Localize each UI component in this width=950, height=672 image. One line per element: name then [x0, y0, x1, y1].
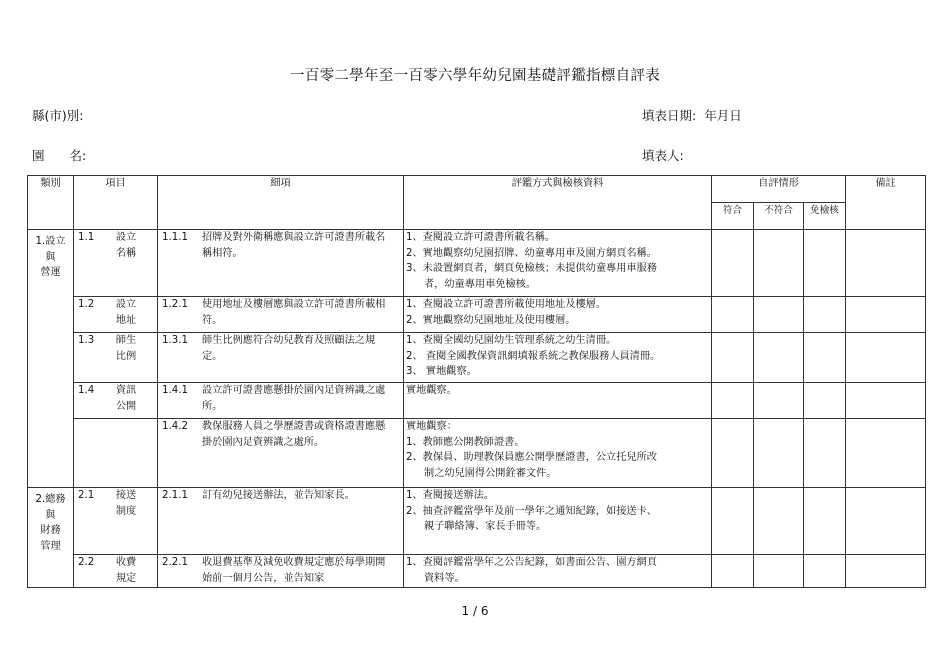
page-number: 1 / 6	[461, 604, 489, 618]
note-cell[interactable]	[846, 383, 926, 419]
detail-cell	[158, 383, 404, 419]
detail-text: 設立許可證書應懸掛於園內足資辨識之處所。	[202, 385, 386, 412]
detail-cell	[158, 297, 404, 333]
item-cell	[74, 230, 158, 297]
header-self-eval: 自評情形	[712, 176, 846, 203]
method-line-text: 1、查閱評鑑當學年之公告紀錄，如書面公告、園方網頁	[406, 557, 657, 568]
category-cell	[28, 488, 74, 588]
detail-number: 2.1.1	[162, 490, 188, 501]
exempt-cell[interactable]	[804, 555, 846, 588]
method-cell	[404, 383, 712, 419]
detail-cell	[158, 555, 404, 588]
item-label: 地址	[115, 314, 137, 326]
detail-cell	[158, 333, 404, 383]
item-cell	[74, 383, 158, 419]
table-row	[28, 230, 926, 297]
item-number: 2.1	[78, 490, 95, 501]
detail-text: 教保服務人員之學歷證書或資格證書應懸掛於園內足資辨識之處所。	[202, 421, 386, 448]
table-row	[28, 419, 926, 488]
table-row	[28, 488, 926, 555]
item-number: 2.2	[78, 557, 95, 568]
method-cell	[404, 230, 712, 297]
detail-number: 2.2.1	[162, 557, 188, 568]
detail-text: 訂有幼兒接送辦法，並告知家長。	[202, 490, 355, 501]
item-label: 比例	[115, 350, 137, 362]
category-label: 與	[45, 509, 56, 521]
item-cell	[74, 488, 158, 555]
header-method: 評鑑方式與檢核資料	[404, 176, 712, 230]
item-number: 1.2	[78, 299, 95, 310]
method-cell	[404, 333, 712, 383]
category-label: 與	[45, 251, 56, 263]
header-not-conform: 不符合	[754, 203, 804, 230]
document-title: 一百零二學年至一百零六學年幼兒園基礎評鑑指標自評表	[290, 68, 660, 84]
method-cell	[404, 555, 712, 588]
method-line	[404, 261, 711, 292]
item-label: 資訊	[115, 385, 137, 396]
item-label: 規定	[115, 572, 137, 584]
method-line: 2、實地觀察幼兒園地址及使用樓層。	[406, 314, 576, 326]
category-label: 財務	[40, 525, 61, 536]
exempt-cell[interactable]	[804, 230, 846, 297]
method-line-cont: 親子聯絡簿、家長手冊等。	[424, 521, 547, 532]
exempt-cell[interactable]	[804, 488, 846, 555]
note-cell[interactable]	[846, 488, 926, 555]
method-line-text: 2、抽查評鑑當學年及前一學年之通知紀錄，如接送卡、	[406, 505, 657, 517]
conform-cell[interactable]	[712, 333, 754, 383]
not-conform-cell[interactable]	[754, 297, 804, 333]
detail-text: 收退費基準及減免收費規定應於每學期開始前一個月公告，並告知家	[202, 557, 386, 584]
header-conform: 符合	[712, 203, 754, 230]
item-number: 1.3	[78, 335, 95, 346]
not-conform-cell[interactable]	[754, 230, 804, 297]
exempt-cell[interactable]	[804, 419, 846, 488]
item-label: 收費	[115, 557, 137, 568]
detail-cell	[158, 488, 404, 555]
category-label: 1.設立	[35, 236, 66, 247]
fill-date-value: 年月日	[704, 108, 742, 123]
header-row	[28, 176, 926, 203]
note-cell[interactable]	[846, 333, 926, 383]
conform-cell[interactable]	[712, 383, 754, 419]
method-cell	[404, 488, 712, 555]
method-line: 1、查閱設立許可證書所載名稱。	[406, 232, 556, 243]
method-line: 1、查閱全國幼兒園幼生管理系統之幼生清冊。	[406, 335, 617, 346]
conform-cell[interactable]	[712, 297, 754, 333]
evaluation-table	[27, 175, 926, 588]
filler-label: 填表人:	[642, 148, 684, 163]
note-cell[interactable]	[846, 297, 926, 333]
header-item: 項目	[74, 176, 158, 230]
method-line	[404, 555, 711, 586]
method-line: 1、教師應公開教師證書。	[406, 436, 525, 448]
table-row	[28, 333, 926, 383]
method-line-text: 2、教保員、助理教保員應公開學歷證書，公立托兒所改	[406, 452, 657, 463]
detail-text: 招牌及對外衛稱應與設立許可證書所載名稱相符。	[202, 232, 386, 259]
exempt-cell[interactable]	[804, 383, 846, 419]
category-cell	[28, 230, 74, 488]
item-label: 公開	[115, 400, 137, 412]
method-line: 1、查閱設立許可證書所載使用地址及樓層。	[406, 299, 607, 310]
conform-cell[interactable]	[712, 488, 754, 555]
item-label: 制度	[115, 505, 137, 517]
item-label: 師生	[115, 335, 137, 346]
method-line-cont: 者，幼童專用車免檢核。	[424, 278, 537, 290]
detail-text: 師生比例應符合幼兒教育及照顧法之規定。	[202, 335, 376, 362]
detail-number: 1.2.1	[162, 299, 188, 310]
item-cell	[74, 297, 158, 333]
header-detail: 細項	[158, 176, 404, 230]
county-label: 縣(市)別:	[32, 108, 84, 123]
method-line: 實地觀察。	[406, 385, 457, 396]
detail-number: 1.3.1	[162, 335, 188, 346]
detail-number: 1.1.1	[162, 232, 188, 243]
detail-cell	[158, 230, 404, 297]
method-line: 2、 查閱全國教保資訊網填報系統之教保服務人員清冊。	[406, 350, 661, 362]
method-cell	[404, 297, 712, 333]
detail-text: 使用地址及樓層應與設立許可證書所載相符。	[202, 299, 386, 326]
header-exempt: 免檢核	[804, 203, 846, 230]
method-cell	[404, 419, 712, 488]
not-conform-cell[interactable]	[754, 488, 804, 555]
table-row	[28, 383, 926, 419]
method-line: 3、 實地觀察。	[406, 366, 477, 377]
header-category: 類別	[28, 176, 74, 230]
conform-cell[interactable]	[712, 230, 754, 297]
note-cell[interactable]	[846, 555, 926, 588]
method-line: 1、查閱接送辦法。	[406, 490, 494, 501]
fill-date-label: 填表日期:	[642, 108, 697, 123]
detail-number: 1.4.1	[162, 385, 188, 396]
conform-cell[interactable]	[712, 419, 754, 488]
not-conform-cell[interactable]	[754, 383, 804, 419]
method-line-text: 3、未設置網頁者，網頁免檢核；未提供幼童專用車服務	[406, 263, 657, 274]
note-cell[interactable]	[846, 419, 926, 488]
item-cell	[74, 555, 158, 588]
item-cell	[74, 333, 158, 383]
method-line: 2、實地觀察幼兒園招牌、幼童專用車及園方網頁名稱。	[406, 247, 657, 259]
method-line: 實地觀察：	[406, 421, 457, 432]
detail-cell	[158, 419, 404, 488]
category-label: 管理	[40, 540, 61, 552]
not-conform-cell[interactable]	[754, 333, 804, 383]
item-label: 名稱	[115, 247, 137, 259]
method-line	[404, 450, 711, 481]
fill-date-field	[642, 106, 742, 124]
method-line-cont: 制之幼兒園得公開銓審文件。	[424, 467, 557, 479]
item-label: 設立	[115, 232, 137, 243]
conform-cell[interactable]	[712, 555, 754, 588]
item-number: 1.1	[78, 232, 95, 243]
category-label: 2.總務	[35, 494, 66, 505]
method-line-cont: 資料等。	[424, 572, 465, 584]
not-conform-cell[interactable]	[754, 419, 804, 488]
not-conform-cell[interactable]	[754, 555, 804, 588]
table-row	[28, 555, 926, 588]
exempt-cell[interactable]	[804, 297, 846, 333]
detail-number: 1.4.2	[162, 421, 188, 432]
item-cell	[74, 419, 158, 488]
table-row	[28, 297, 926, 333]
header-note: 備註	[846, 176, 926, 230]
school-name-label: 園 名:	[32, 148, 87, 163]
category-label: 營運	[40, 267, 61, 278]
item-number: 1.4	[78, 385, 95, 396]
method-line	[404, 504, 711, 535]
item-label: 接送	[115, 490, 137, 501]
item-label: 設立	[115, 299, 137, 310]
exempt-cell[interactable]	[804, 333, 846, 383]
note-cell[interactable]	[846, 230, 926, 297]
